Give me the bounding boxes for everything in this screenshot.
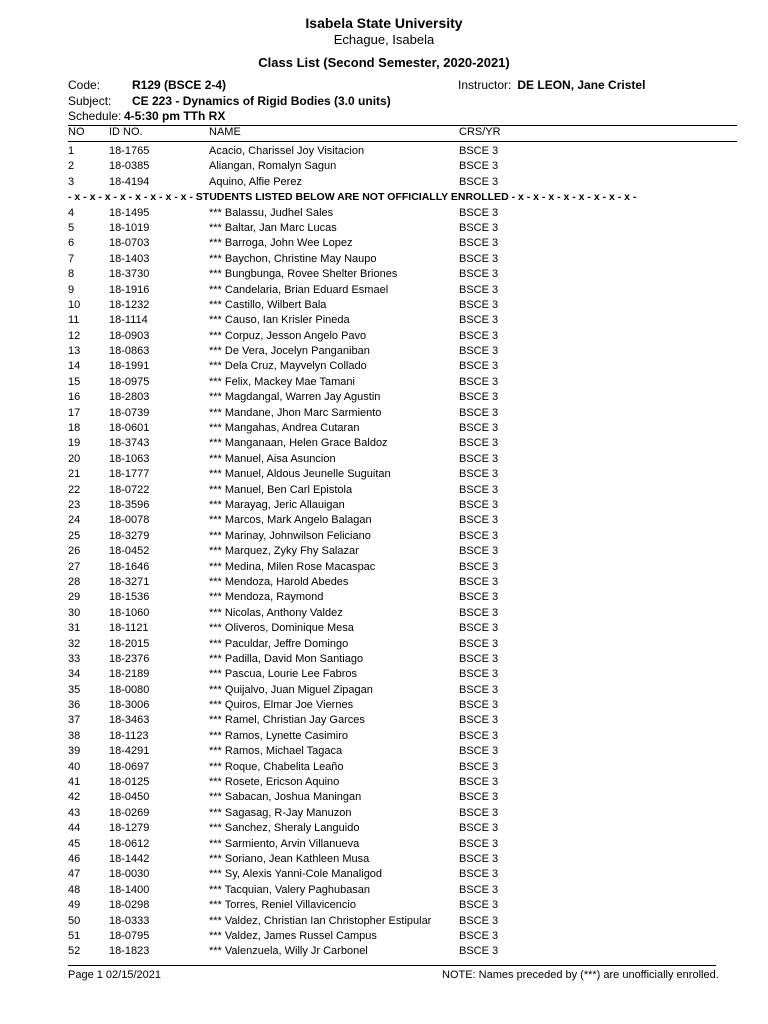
- row-number: 13: [68, 345, 81, 358]
- student-id: 18-2803: [109, 391, 150, 404]
- campus-name: Echague, Isabela: [333, 32, 435, 47]
- row-number: 39: [68, 745, 81, 758]
- table-row: [0, 883, 768, 898]
- student-id: 18-1765: [109, 145, 150, 157]
- row-number: 34: [68, 668, 81, 681]
- row-number: 8: [68, 268, 75, 281]
- student-id: 18-0612: [109, 837, 150, 850]
- table-row: [0, 375, 768, 390]
- course-year: BSCE 3: [459, 314, 499, 327]
- student-name: *** Sanchez, Sheraly Languido: [209, 822, 360, 835]
- table-row: [0, 498, 768, 513]
- table-row: [0, 221, 768, 236]
- table-row: [0, 621, 768, 636]
- row-number: 49: [68, 899, 81, 912]
- row-number: 37: [68, 714, 81, 727]
- course-year: BSCE 3: [459, 929, 499, 942]
- student-id: 18-0795: [109, 929, 150, 942]
- student-id: 18-1403: [109, 252, 150, 265]
- student-name: *** Oliveros, Dominique Mesa: [209, 622, 354, 635]
- student-name: *** Manuel, Aldous Jeunelle Suguitan: [209, 468, 391, 481]
- row-number: 2: [68, 160, 75, 173]
- row-number: 41: [68, 776, 81, 789]
- table-row: [0, 436, 768, 451]
- student-name: *** Quijalvo, Juan Miguel Zipagan: [209, 683, 373, 696]
- student-id: 18-1121: [109, 622, 149, 635]
- student-name: *** Causo, Ian Krisler Pineda: [209, 314, 350, 327]
- document-header: [0, 14, 768, 48]
- row-number: 26: [68, 545, 81, 558]
- student-name: *** Bungbunga, Rovee Shelter Briones: [209, 268, 398, 281]
- course-year: BSCE 3: [459, 822, 499, 835]
- student-id: 18-3271: [109, 575, 150, 588]
- row-number: 29: [68, 591, 81, 604]
- table-row: [0, 775, 768, 790]
- student-id: 18-1279: [109, 822, 150, 835]
- course-year: BSCE 3: [459, 221, 499, 234]
- table-row: [0, 790, 768, 805]
- row-number: 10: [68, 298, 81, 311]
- student-name: *** Barroga, John Wee Lopez: [209, 237, 353, 250]
- student-id: 18-3279: [109, 529, 150, 542]
- row-number: 7: [68, 252, 75, 265]
- course-year: BSCE 3: [459, 699, 499, 712]
- student-id: 18-1123: [109, 729, 149, 742]
- table-row: [0, 390, 768, 405]
- row-number: 42: [68, 791, 81, 804]
- footer-rule: [68, 965, 716, 966]
- row-number: 5: [68, 221, 75, 234]
- student-name: *** Corpuz, Jesson Angelo Pavo: [209, 329, 367, 342]
- student-name: *** Manuel, Ben Carl Epistola: [209, 483, 353, 496]
- unofficial-notice-row: [0, 190, 768, 205]
- course-year: BSCE 3: [459, 760, 499, 773]
- student-id: 18-0601: [109, 422, 150, 435]
- row-number: 33: [68, 652, 81, 665]
- table-row: [0, 590, 768, 605]
- student-id: 18-4291: [109, 745, 150, 758]
- table-row: [0, 760, 768, 775]
- student-id: 18-0739: [109, 406, 150, 419]
- course-year: BSCE 3: [459, 560, 499, 573]
- course-year: BSCE 3: [459, 806, 499, 819]
- course-year: BSCE 3: [459, 498, 499, 511]
- student-name: *** Dela Cruz, Mayvelyn Collado: [209, 360, 367, 373]
- schedule-line: [68, 109, 225, 124]
- student-id: 18-3743: [109, 437, 150, 450]
- student-name: *** Valdez, Christian Ian Christopher Estipular: [209, 914, 432, 927]
- course-year: BSCE 3: [459, 683, 499, 696]
- student-name: *** De Vera, Jocelyn Panganiban: [209, 345, 370, 358]
- student-id: 18-1442: [109, 852, 150, 865]
- table-row: [0, 252, 768, 267]
- row-number: 50: [68, 914, 81, 927]
- row-number: 15: [68, 375, 81, 388]
- student-id: 18-3730: [109, 268, 150, 281]
- course-year: BSCE 3: [459, 883, 499, 896]
- row-number: 46: [68, 852, 81, 865]
- course-year: BSCE 3: [459, 298, 499, 311]
- student-name: *** Marcos, Mark Angelo Balagan: [209, 514, 372, 527]
- course-year: BSCE 3: [459, 945, 499, 958]
- row-number: 3: [68, 175, 75, 188]
- student-name: *** Sy, Alexis Yanni-Cole Manaligod: [209, 868, 383, 881]
- student-id: 18-4194: [109, 175, 150, 188]
- table-row: [0, 713, 768, 728]
- student-name: Acacio, Charissel Joy Visitacion: [209, 145, 365, 157]
- student-name: *** Baltar, Jan Marc Lucas: [209, 221, 337, 234]
- table-row: [0, 575, 768, 590]
- student-id: 18-0450: [109, 791, 150, 804]
- table-row: [0, 806, 768, 821]
- table-row: [0, 452, 768, 467]
- row-number: 23: [68, 498, 81, 511]
- student-id: 18-0078: [109, 514, 150, 527]
- table-row: [0, 513, 768, 528]
- student-name: *** Manuel, Aisa Asuncion: [209, 452, 336, 465]
- student-id: 18-1114: [109, 314, 148, 327]
- student-id: 18-1916: [109, 283, 150, 296]
- course-year: BSCE 3: [459, 175, 499, 188]
- subject-line: [68, 94, 391, 109]
- course-year: BSCE 3: [459, 606, 499, 619]
- table-row: [0, 560, 768, 575]
- student-id: 18-0125: [109, 776, 150, 789]
- row-number: 4: [68, 206, 75, 219]
- student-id: 18-3596: [109, 498, 150, 511]
- student-name: *** Sabacan, Joshua Maningan: [209, 791, 362, 804]
- course-year: BSCE 3: [459, 637, 499, 650]
- student-name: *** Candelaria, Brian Eduard Esmael: [209, 283, 389, 296]
- student-name: *** Soriano, Jean Kathleen Musa: [209, 852, 370, 865]
- course-year: BSCE 3: [459, 545, 499, 558]
- course-year: BSCE 3: [459, 837, 499, 850]
- table-row: [0, 329, 768, 344]
- student-id: 18-1400: [109, 883, 150, 896]
- course-year: BSCE 3: [459, 745, 499, 758]
- course-year: BSCE 3: [459, 375, 499, 388]
- student-id: 18-0903: [109, 329, 150, 342]
- student-id: 18-2015: [109, 637, 150, 650]
- course-year: BSCE 3: [459, 668, 499, 681]
- row-number: 1: [68, 145, 75, 157]
- table-row: [0, 944, 768, 959]
- course-year: BSCE 3: [459, 391, 499, 404]
- table-row: [0, 298, 768, 313]
- student-name: *** Marayag, Jeric Allauigan: [209, 498, 345, 511]
- row-number: 43: [68, 806, 81, 819]
- table-row: [0, 359, 768, 374]
- student-name: *** Valdez, James Russel Campus: [209, 929, 377, 942]
- student-name: *** Felix, Mackey Mae Tamani: [209, 375, 355, 388]
- row-number: 45: [68, 837, 81, 850]
- page-number: Page 1 02/15/2021: [68, 969, 161, 981]
- course-year: BSCE 3: [459, 852, 499, 865]
- schedule-value: 4-5:30 pm TTh RX: [124, 109, 226, 123]
- row-number: 18: [68, 422, 81, 435]
- student-table: [0, 144, 768, 960]
- student-id: 18-1777: [109, 468, 150, 481]
- course-year: BSCE 3: [459, 252, 499, 265]
- student-name: *** Mendoza, Harold Abedes: [209, 575, 349, 588]
- course-year: BSCE 3: [459, 160, 499, 173]
- row-number: 48: [68, 883, 81, 896]
- university-name: Isabela State University: [305, 15, 463, 31]
- row-number: 30: [68, 606, 81, 619]
- table-row: [0, 159, 768, 174]
- row-number: 51: [68, 929, 81, 942]
- course-year: BSCE 3: [459, 868, 499, 881]
- student-id: 18-0452: [109, 545, 150, 558]
- course-year: BSCE 3: [459, 237, 499, 250]
- table-row: [0, 852, 768, 867]
- course-year: BSCE 3: [459, 899, 499, 912]
- row-number: 44: [68, 822, 81, 835]
- student-name: *** Tacquian, Valery Paghubasan: [209, 883, 371, 896]
- student-name: *** Padilla, David Mon Santiago: [209, 652, 364, 665]
- student-name: *** Sarmiento, Arvin Villanueva: [209, 837, 360, 850]
- row-number: 24: [68, 514, 81, 527]
- student-id: 18-1019: [109, 221, 150, 234]
- student-name: Aquino, Alfie Perez: [209, 175, 302, 188]
- student-id: 18-1823: [109, 945, 150, 958]
- student-name: *** Mandane, Jhon Marc Sarmiento: [209, 406, 382, 419]
- student-id: 18-1495: [109, 206, 150, 219]
- student-name: *** Valenzuela, Willy Jr Carbonel: [209, 945, 368, 958]
- schedule-label: Schedule:: [68, 109, 122, 123]
- student-name: *** Mendoza, Raymond: [209, 591, 324, 604]
- student-name: *** Magdangal, Warren Jay Agustin: [209, 391, 381, 404]
- row-number: 38: [68, 729, 81, 742]
- table-row: [0, 698, 768, 713]
- student-id: 18-1536: [109, 591, 150, 604]
- course-year: BSCE 3: [459, 529, 499, 542]
- footer-note: NOTE: Names preceded by (***) are unofficially enrolled.: [442, 969, 719, 981]
- course-year: BSCE 3: [459, 329, 499, 342]
- table-row: [0, 529, 768, 544]
- table-row: [0, 267, 768, 282]
- table-row: [0, 867, 768, 882]
- course-year: BSCE 3: [459, 575, 499, 588]
- row-number: 31: [68, 622, 81, 635]
- student-name: *** Medina, Milen Rose Macaspac: [209, 560, 376, 573]
- student-name: *** Ramos, Michael Tagaca: [209, 745, 343, 758]
- course-year: BSCE 3: [459, 283, 499, 296]
- course-year: BSCE 3: [459, 452, 499, 465]
- student-id: 18-0703: [109, 237, 150, 250]
- student-id: 18-0863: [109, 345, 150, 358]
- course-year: BSCE 3: [459, 914, 499, 927]
- student-id: 18-0722: [109, 483, 150, 496]
- table-row: [0, 313, 768, 328]
- student-id: 18-1646: [109, 560, 150, 573]
- student-id: 18-0269: [109, 806, 150, 819]
- course-year: BSCE 3: [459, 791, 499, 804]
- header-bottom-rule: [68, 141, 737, 142]
- student-name: *** Quiros, Elmar Joe Viernes: [209, 699, 354, 712]
- table-row: [0, 467, 768, 482]
- student-name: *** Balassu, Judhel Sales: [209, 206, 334, 219]
- row-number: 21: [68, 468, 81, 481]
- student-id: 18-1991: [109, 360, 150, 373]
- student-name: Aliangan, Romalyn Sagun: [209, 160, 337, 173]
- course-year: BSCE 3: [459, 437, 499, 450]
- course-year: BSCE 3: [459, 483, 499, 496]
- course-year: BSCE 3: [459, 729, 499, 742]
- student-name: *** Baychon, Christine May Naupo: [209, 252, 377, 265]
- unofficial-notice: - x - x - x - x - x - x - x - x - STUDENTS LISTED BELOW ARE NOT OFFICIALLY ENROLLED - x - x - x - x - x - x - x - x -: [68, 191, 637, 204]
- table-row: [0, 898, 768, 913]
- student-name: *** Mangahas, Andrea Cutaran: [209, 422, 360, 435]
- table-row: [0, 406, 768, 421]
- student-name: *** Paculdar, Jeffre Domingo: [209, 637, 349, 650]
- table-row: [0, 544, 768, 559]
- student-name: *** Rosete, Ericson Aquino: [209, 776, 340, 789]
- table-row: [0, 483, 768, 498]
- course-year: BSCE 3: [459, 514, 499, 527]
- instructor-line: [458, 78, 645, 92]
- row-number: 20: [68, 452, 81, 465]
- row-number: 35: [68, 683, 81, 696]
- student-id: 18-0697: [109, 760, 150, 773]
- row-number: 11: [68, 314, 80, 327]
- student-id: 18-3006: [109, 699, 150, 712]
- row-number: 47: [68, 868, 81, 881]
- code-line: [68, 78, 226, 93]
- student-name: *** Sagasag, R-Jay Manuzon: [209, 806, 352, 819]
- table-row: [0, 683, 768, 698]
- table-row: [0, 236, 768, 251]
- course-year: BSCE 3: [459, 591, 499, 604]
- row-number: 22: [68, 483, 81, 496]
- course-year: BSCE 3: [459, 268, 499, 281]
- student-id: 18-0385: [109, 160, 150, 173]
- student-id: 18-0333: [109, 914, 150, 927]
- student-id: 18-2376: [109, 652, 150, 665]
- course-year: BSCE 3: [459, 345, 499, 358]
- row-number: 36: [68, 699, 81, 712]
- header-top-rule: [68, 125, 737, 126]
- table-row: [0, 606, 768, 621]
- document-title: Class List (Second Semester, 2020-2021): [258, 55, 510, 70]
- row-number: 32: [68, 637, 81, 650]
- row-number: 17: [68, 406, 81, 419]
- student-id: 18-0298: [109, 899, 150, 912]
- row-number: 6: [68, 237, 75, 250]
- student-name: *** Pascua, Lourie Lee Fabros: [209, 668, 357, 681]
- code-value: R129 (BSCE 2-4): [132, 78, 227, 92]
- row-number: 12: [68, 329, 81, 342]
- student-name: *** Marinay, Johnwilson Feliciano: [209, 529, 371, 542]
- course-year: BSCE 3: [459, 422, 499, 435]
- column-name: NAME: [209, 126, 241, 138]
- course-year: BSCE 3: [459, 360, 499, 373]
- row-number: 28: [68, 575, 81, 588]
- student-id: 18-1232: [109, 298, 150, 311]
- table-row: [0, 175, 768, 190]
- course-year: BSCE 3: [459, 622, 499, 635]
- student-name: *** Castillo, Wilbert Bala: [209, 298, 327, 311]
- row-number: 52: [68, 945, 81, 958]
- column-id: ID NO.: [109, 126, 143, 138]
- course-year: BSCE 3: [459, 145, 499, 157]
- student-name: *** Ramel, Christian Jay Garces: [209, 714, 365, 727]
- student-id: 18-2189: [109, 668, 150, 681]
- student-id: 18-1060: [109, 606, 150, 619]
- row-number: 14: [68, 360, 81, 373]
- student-id: 18-3463: [109, 714, 150, 727]
- row-number: 19: [68, 437, 81, 450]
- table-row: [0, 206, 768, 221]
- table-row: [0, 837, 768, 852]
- course-year: BSCE 3: [459, 652, 499, 665]
- table-row: [0, 744, 768, 759]
- course-year: BSCE 3: [459, 776, 499, 789]
- table-row: [0, 144, 768, 159]
- table-row: [0, 821, 768, 836]
- row-number: 9: [68, 283, 75, 296]
- course-year: BSCE 3: [459, 714, 499, 727]
- instructor-value: DE LEON, Jane Cristel: [517, 78, 646, 92]
- table-row: [0, 637, 768, 652]
- column-crs: CRS/YR: [459, 126, 501, 138]
- table-row: [0, 729, 768, 744]
- row-number: 40: [68, 760, 81, 773]
- row-number: 27: [68, 560, 81, 573]
- table-row: [0, 929, 768, 944]
- table-row: [0, 914, 768, 929]
- student-id: 18-1063: [109, 452, 150, 465]
- student-name: *** Ramos, Lynette Casimiro: [209, 729, 348, 742]
- table-row: [0, 283, 768, 298]
- student-name: *** Manganaan, Helen Grace Baldoz: [209, 437, 388, 450]
- table-row: [0, 344, 768, 359]
- instructor-label: Instructor:: [458, 78, 512, 92]
- subject-label: Subject:: [68, 94, 112, 108]
- table-row: [0, 421, 768, 436]
- subject-value: CE 223 - Dynamics of Rigid Bodies (3.0 units): [132, 94, 391, 108]
- student-name: *** Roque, Chabelita Leaño: [209, 760, 344, 773]
- row-number: 25: [68, 529, 81, 542]
- column-no: NO: [68, 126, 85, 138]
- course-year: BSCE 3: [459, 206, 499, 219]
- student-name: *** Torres, Reniel Villavicencio: [209, 899, 356, 912]
- course-year: BSCE 3: [459, 468, 499, 481]
- student-id: 18-0975: [109, 375, 150, 388]
- student-id: 18-0080: [109, 683, 150, 696]
- table-row: [0, 652, 768, 667]
- code-label: Code:: [68, 78, 101, 92]
- table-row: [0, 667, 768, 682]
- course-year: BSCE 3: [459, 406, 499, 419]
- row-number: 16: [68, 391, 81, 404]
- student-name: *** Marquez, Zyky Fhy Salazar: [209, 545, 359, 558]
- student-id: 18-0030: [109, 868, 150, 881]
- student-name: *** Nicolas, Anthony Valdez: [209, 606, 343, 619]
